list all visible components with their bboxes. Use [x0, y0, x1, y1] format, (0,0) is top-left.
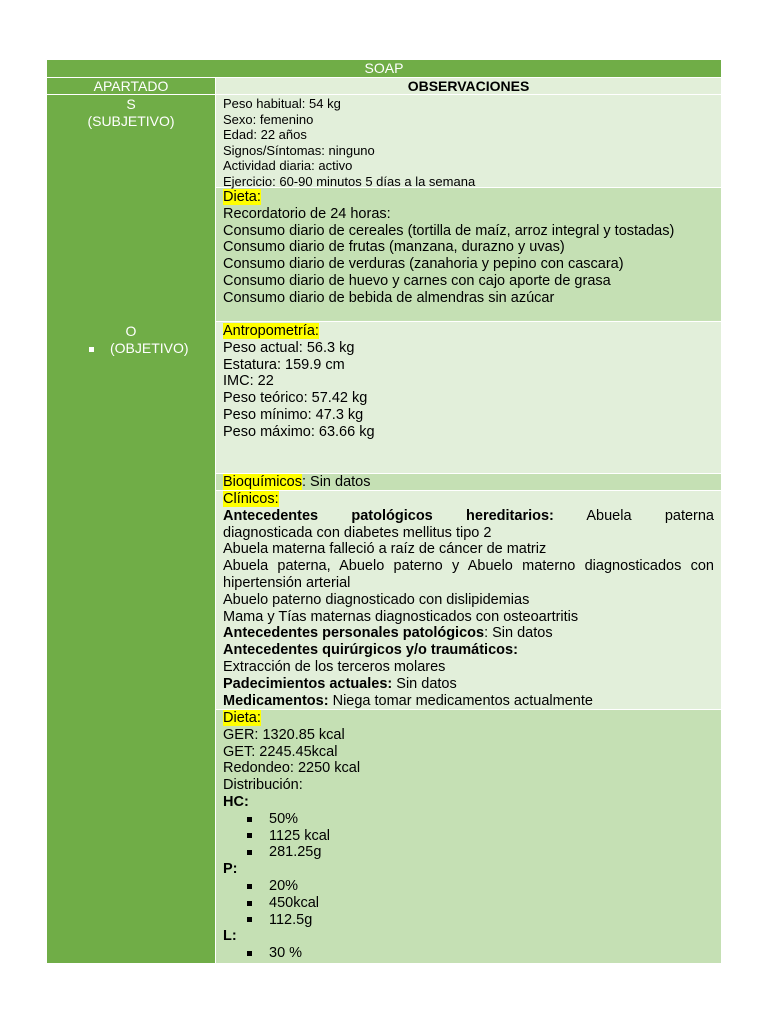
hc-item: 50% — [269, 810, 299, 827]
bioq-heading: Bioquímicos — [223, 474, 302, 490]
bullet-icon — [247, 901, 252, 906]
bullet-icon — [89, 347, 94, 352]
ant-hered-value: Abuela paterna — [586, 507, 714, 524]
ant-hered-line — [223, 508, 714, 525]
header-row — [47, 78, 721, 95]
antro-line: IMC: 22 — [223, 373, 274, 390]
p-item: 20% — [269, 877, 299, 894]
label-o-letter: O — [125, 323, 137, 339]
p-item: 112.5g — [269, 911, 313, 928]
antro-line: Estatura: 159.9 cm — [223, 356, 345, 373]
info-line: Peso habitual: 54 kg — [223, 96, 341, 111]
bioquimicos — [216, 474, 721, 491]
diet-line: Consumo diario de bebida de almendras sin azúcar — [223, 289, 555, 306]
antro-heading: Antropometría: — [223, 323, 319, 339]
bullet-icon — [247, 833, 252, 838]
hc-item: 281.25g — [269, 844, 322, 861]
antro-line: Peso máximo: 63.66 kg — [223, 423, 375, 440]
info-line: Signos/Síntomas: ninguno — [223, 142, 375, 158]
diet-heading: Dieta: — [223, 710, 261, 726]
bullet-icon — [247, 917, 252, 922]
bullet-icon — [247, 884, 252, 889]
clinicos — [216, 491, 721, 710]
diet-line: Consumo diario de cereales (tortilla de maíz, arroz integral y tostadas) — [223, 222, 675, 239]
ant-qx-value: Extracción de los terceros molares — [223, 658, 446, 675]
diet-line: Redondeo: 2250 kcal — [223, 760, 361, 777]
clin-line: Abuela paterna, Abuelo paterno y Abuelo materno diagnosticados con — [223, 558, 714, 575]
bioq-value: : Sin datos — [301, 474, 371, 490]
label-subjetivo — [47, 95, 216, 322]
diet-line: Consumo diario de verduras (zanahoria y pepino con cascara) — [223, 256, 624, 273]
l-item: 30 % — [269, 945, 303, 962]
info-line: Edad: 22 años — [223, 127, 307, 142]
antro-line: Peso teórico: 57.42 kg — [223, 390, 368, 407]
label-objetivo — [47, 322, 216, 963]
clin-heading: Clínicos: — [223, 491, 279, 507]
clin-line: Mama y Tías maternas diagnosticados con osteoartritis — [223, 608, 579, 625]
ant-qx-label: Antecedentes quirúrgicos y/o traumáticos: — [223, 642, 518, 659]
diet-line: Consumo diario de frutas (manzana, durazno y uvas) — [223, 239, 565, 256]
l-label: L: — [223, 928, 237, 945]
clin-line: Abuela materna falleció a raíz de cáncer de matriz — [223, 541, 547, 558]
hc-item: 1125 kcal — [269, 827, 330, 844]
diet-heading: Dieta: — [223, 189, 261, 205]
header-apartado: APARTADO — [47, 78, 216, 95]
subjetivo-info — [216, 95, 721, 188]
hc-label: HC: — [223, 793, 249, 810]
ant-hered-label: Antecedentes patológicos hereditarios: — [223, 507, 554, 524]
diet-line: Recordatorio de 24 horas: — [223, 205, 391, 222]
ant-per-label: Antecedentes personales patológicos — [223, 625, 485, 642]
bullet-icon — [247, 850, 252, 855]
antro-line: Peso mínimo: 47.3 kg — [223, 406, 364, 423]
diet-line: GET: 2245.45kcal — [223, 743, 338, 760]
subjetivo-diet — [216, 188, 721, 322]
antro-line: Peso actual: 56.3 kg — [223, 339, 355, 356]
clin-line: Abuelo paterno diagnosticado con dislipidemias — [223, 591, 530, 608]
label-o-word: (OBJETIVO) — [110, 340, 189, 356]
soap-table — [47, 60, 721, 963]
subjetivo-content — [216, 95, 721, 322]
ant-per-value: : Sin datos — [484, 625, 553, 642]
section-subjetivo — [47, 95, 721, 322]
objetivo-content — [216, 322, 721, 963]
info-line: Actividad diaria: activo — [223, 158, 353, 173]
info-line: Sexo: femenino — [223, 111, 314, 127]
clin-line: diagnosticada con diabetes mellitus tipo 2 — [223, 524, 492, 541]
med-label: Medicamentos: — [223, 692, 329, 709]
pad-value: Sin datos — [392, 675, 457, 692]
med-value: Niega tomar medicamentos actualmente — [328, 692, 593, 709]
diet-line: Consumo diario de huevo y carnes con cajo aporte de grasa — [223, 272, 611, 289]
header-observaciones: OBSERVACIONES — [216, 78, 721, 95]
objetivo-diet — [216, 710, 721, 963]
label-s-letter: S — [126, 96, 136, 112]
table-title: SOAP — [47, 60, 721, 78]
diet-line: Distribución: — [223, 777, 303, 794]
bullet-icon — [247, 817, 252, 822]
p-label: P: — [223, 861, 238, 878]
pad-label: Padecimientos actuales: — [223, 675, 393, 692]
info-line: Ejercicio: 60-90 minutos 5 días a la semana — [223, 173, 476, 189]
diet-line: GER: 1320.85 kcal — [223, 726, 345, 743]
section-objetivo — [47, 322, 721, 963]
label-s-word: (SUBJETIVO) — [87, 113, 175, 129]
clin-line: hipertensión arterial — [223, 574, 351, 591]
p-item: 450kcal — [269, 894, 319, 911]
bullet-icon — [247, 951, 252, 956]
antropometria — [216, 322, 721, 474]
